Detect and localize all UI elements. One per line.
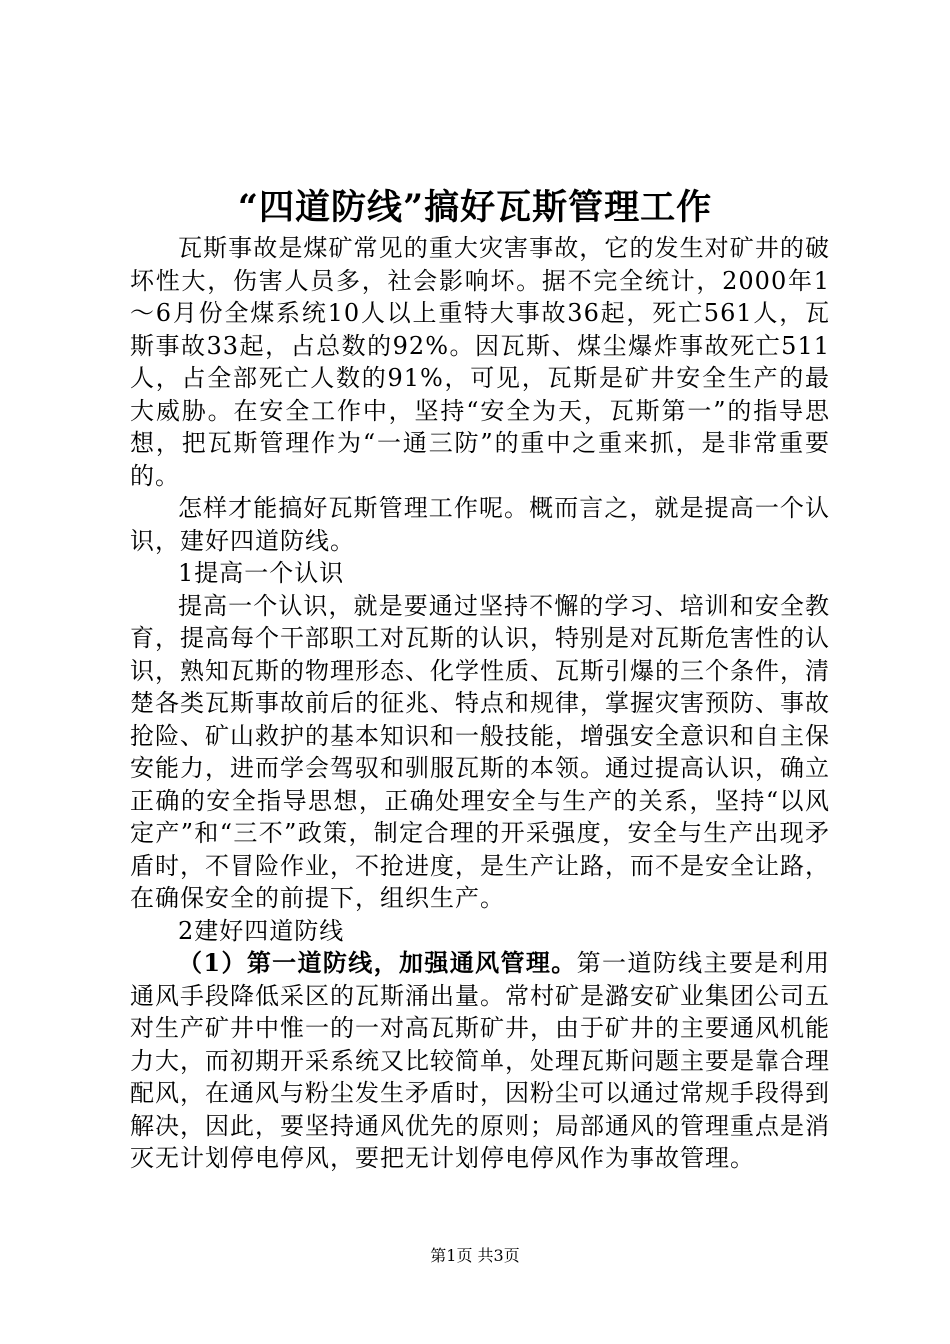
section-item-1 <box>130 947 830 1175</box>
section-text-1: 提高一个认识，就是要通过坚持不懈的学习、培训和安全教育，提高每个干部职工对瓦斯的认识，特别是对瓦斯危害性的认识，熟知瓦斯的物理形态、化学性质、瓦斯引爆的三个条件，清楚各类瓦斯事故前后的征兆、特点和规律，掌握灾害预防、事故抢险、矿山救护的基本知识和一般技能，增强安全意识和自主保安能力，进而学会驾驭和驯服瓦斯的本领。通过提高认识，确立正确的安全指导思想，正确处理安全与生产的关系，坚持“以风定产”和“三不”政策，制定合理的开采强度，安全与生产出现矛盾时，不冒险作业，不抢进度，是生产让路，而不是安全让路，在确保安全的前提下，组织生产。 <box>130 591 830 912</box>
document-body <box>130 232 830 1175</box>
paragraph-intro: 瓦斯事故是煤矿常见的重大灾害事故，它的发生对矿井的破坏性大，伤害人员多，社会影响坏。据不完全统计，2000年1～6月份全煤系统10人以上重特大事故36起，死亡561人，瓦斯事故33起，占总数的92%。因瓦斯、煤尘爆炸事故死亡511人，占全部死亡人数的91%，可见，瓦斯是矿井安全生产的最大威胁。在安全工作中，坚持“安全为天，瓦斯第一”的指导思想，把瓦斯管理作为“一通三防”的重中之重来抓，是非常重要的。 <box>130 234 830 490</box>
paragraph-question: 怎样才能搞好瓦斯管理工作呢。概而言之，就是提高一个认识，建好四道防线。 <box>130 494 830 555</box>
section-heading-1: 1提高一个认识 <box>178 559 345 587</box>
section-heading-2: 2建好四道防线 <box>178 916 345 945</box>
page-footer: 第1页 共3页 <box>430 1246 520 1265</box>
item-1-heading: （1）第一道防线，加强通风管理。 <box>178 948 577 977</box>
item-1-text: 第一道防线主要是利用通风手段降低采区的瓦斯涌出量。常村矿是潞安矿业集团公司五对生产矿井中惟一的一对高瓦斯矿井，由于矿井的主要通风机能力大，而初期开采系统又比较简单，处理瓦斯问题主要是靠合理配风，在通风与粉尘发生矛盾时，因粉尘可以通过常规手段得到解决，因此，要坚持通风优先的原则；局部通风的管理重点是消灭无计划停电停风，要把无计划停电停风作为事故管理。 <box>130 949 831 1172</box>
document-title: “四道防线”搞好瓦斯管理工作 <box>237 187 713 228</box>
